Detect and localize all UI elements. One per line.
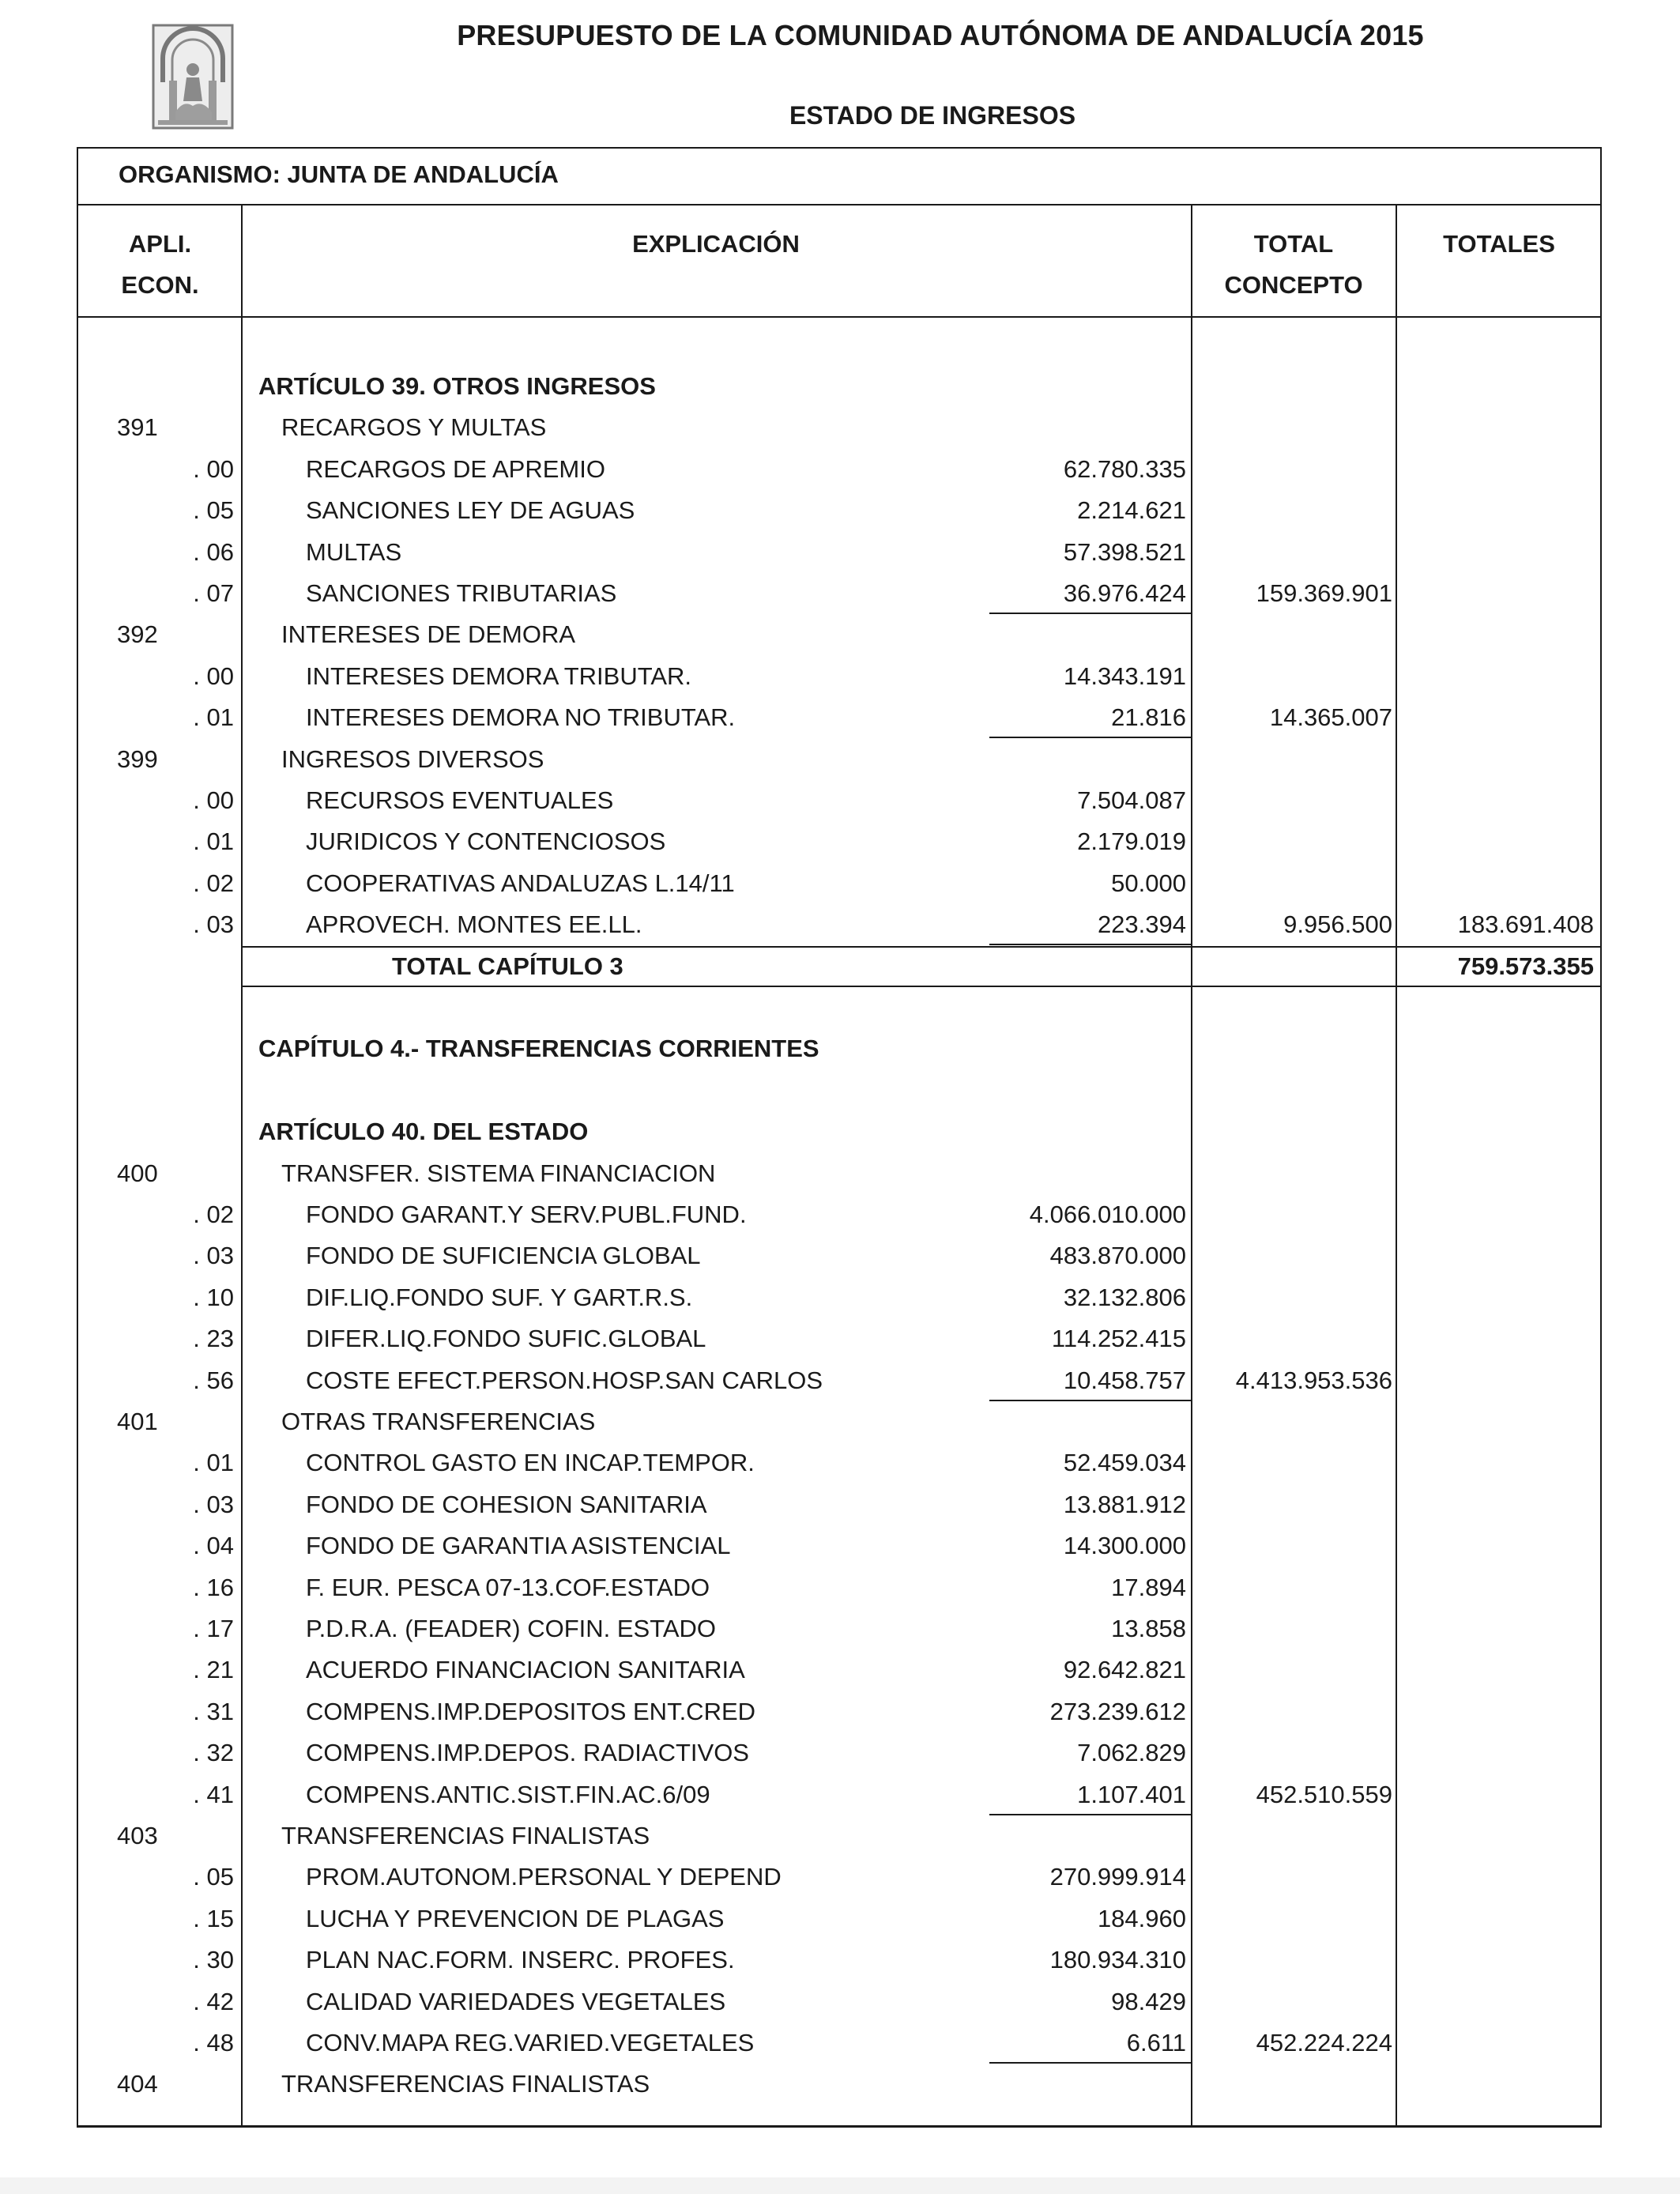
table-row: [0, 697, 1680, 738]
amount-value: 2.179.019: [1077, 827, 1186, 855]
column-header-total-concepto-line1: TOTAL: [1253, 230, 1334, 258]
row-description: INTERESES DEMORA TRIBUTAR.: [306, 662, 692, 690]
amount-value: 14.343.191: [1063, 662, 1186, 690]
subconcept-code: . 05: [193, 1863, 234, 1891]
divider: [77, 316, 1602, 318]
amount-value: 21.816: [1111, 703, 1186, 731]
table-row: [0, 2064, 1680, 2105]
row-description: INGRESOS DIVERSOS: [281, 745, 544, 773]
amount-value: 13.858: [1111, 1615, 1186, 1642]
sum-underline: [989, 944, 1191, 945]
subconcept-code: . 02: [193, 1201, 234, 1228]
subconcept-code: . 03: [193, 1242, 234, 1269]
table-row: [0, 987, 1680, 1028]
row-description: FONDO GARANT.Y SERV.PUBL.FUND.: [306, 1201, 747, 1228]
divider: [77, 2126, 1602, 2128]
table-row: [0, 1442, 1680, 1483]
subconcept-code: . 00: [193, 786, 234, 814]
amount-value: 98.429: [1111, 1988, 1186, 2015]
amount-value: 184.960: [1097, 1905, 1186, 1932]
row-description: P.D.R.A. (FEADER) COFIN. ESTADO: [306, 1615, 717, 1642]
table-row: [0, 1401, 1680, 1442]
table-row: [0, 1774, 1680, 1815]
totales-value: 183.691.408: [1457, 910, 1594, 938]
subconcept-code: . 15: [193, 1905, 234, 1932]
row-description: TOTAL CAPÍTULO 3: [392, 952, 623, 980]
table-row: [0, 1153, 1680, 1194]
row-description: ARTÍCULO 40. DEL ESTADO: [258, 1118, 589, 1145]
total-concepto-value: 452.224.224: [1256, 2029, 1392, 2056]
subconcept-code: . 04: [193, 1532, 234, 1559]
amount-value: 13.881.912: [1063, 1491, 1186, 1518]
row-description: COOPERATIVAS ANDALUZAS L.14/11: [306, 869, 735, 897]
amount-value: 270.999.914: [1049, 1863, 1186, 1891]
page-title: PRESUPUESTO DE LA COMUNIDAD AUTÓNOMA DE ANDALUCÍA 2015: [457, 19, 1424, 51]
subconcept-code: . 03: [193, 910, 234, 938]
row-description: DIFER.LIQ.FONDO SUFIC.GLOBAL: [306, 1325, 706, 1352]
table-row: [0, 739, 1680, 780]
table-row: [0, 1649, 1680, 1691]
table-row: [0, 1981, 1680, 2022]
subconcept-code: . 31: [193, 1698, 234, 1725]
table-row: [0, 366, 1680, 407]
subconcept-code: . 17: [193, 1615, 234, 1642]
row-description: COMPENS.ANTIC.SIST.FIN.AC.6/09: [306, 1781, 710, 1808]
row-description: FONDO DE SUFICIENCIA GLOBAL: [306, 1242, 701, 1269]
row-description: CONV.MAPA REG.VARIED.VEGETALES: [306, 2029, 755, 2056]
row-description: ACUERDO FINANCIACION SANITARIA: [306, 1656, 745, 1683]
table-row: [0, 532, 1680, 573]
amount-value: 180.934.310: [1049, 1946, 1186, 1973]
subconcept-code: . 02: [193, 869, 234, 897]
table-row: [0, 1194, 1680, 1235]
table-row: [0, 2022, 1680, 2064]
column-header-apli-line1: APLI.: [128, 230, 192, 258]
table-row: [0, 407, 1680, 448]
apli-code: 392: [117, 620, 158, 648]
subconcept-code: . 00: [193, 455, 234, 483]
row-description: LUCHA Y PREVENCION DE PLAGAS: [306, 1905, 725, 1932]
amount-value: 50.000: [1111, 869, 1186, 897]
table-row: [0, 1484, 1680, 1525]
table-row: [0, 1360, 1680, 1401]
table-row: [0, 1235, 1680, 1276]
subconcept-code: . 05: [193, 496, 234, 524]
row-description: F. EUR. PESCA 07-13.COF.ESTADO: [306, 1574, 710, 1601]
column-header-apli-line2: ECON.: [121, 271, 199, 299]
table-row: [0, 1898, 1680, 1940]
row-description: CAPÍTULO 4.- TRANSFERENCIAS CORRIENTES: [258, 1035, 819, 1062]
sum-underline: [989, 737, 1191, 738]
row-description: SANCIONES LEY DE AGUAS: [306, 496, 635, 524]
amount-value: 7.062.829: [1077, 1739, 1186, 1766]
column-header-apli: [95, 224, 225, 306]
subconcept-code: . 07: [193, 579, 234, 607]
row-description: COMPENS.IMP.DEPOS. RADIACTIVOS: [306, 1739, 749, 1766]
total-concepto-value: 9.956.500: [1283, 910, 1392, 938]
table-row: [0, 1815, 1680, 1857]
totales-value: 759.573.355: [1457, 952, 1594, 980]
subconcept-code: . 42: [193, 1988, 234, 2015]
apli-code: 400: [117, 1159, 158, 1187]
row-description: INTERESES DE DEMORA: [281, 620, 576, 648]
subconcept-code: . 48: [193, 2029, 234, 2056]
table-row: [0, 1691, 1680, 1732]
column-header-total-concepto: [1192, 224, 1396, 306]
table-row: [0, 1732, 1680, 1774]
subconcept-code: . 23: [193, 1325, 234, 1352]
row-description: TRANSFER. SISTEMA FINANCIACION: [281, 1159, 716, 1187]
row-description: RECARGOS DE APREMIO: [306, 455, 605, 483]
amount-value: 62.780.335: [1063, 455, 1186, 483]
row-description: PROM.AUTONOM.PERSONAL Y DEPEND: [306, 1863, 782, 1891]
column-header-totales: TOTALES: [1443, 230, 1555, 258]
table-row: [0, 1857, 1680, 1898]
total-top-rule: [242, 946, 1600, 948]
table-row: [0, 1028, 1680, 1069]
table-row: [0, 863, 1680, 904]
subconcept-code: . 00: [193, 662, 234, 690]
subconcept-code: . 01: [193, 827, 234, 855]
table-row: [0, 1111, 1680, 1152]
subconcept-code: . 30: [193, 1946, 234, 1973]
row-description: APROVECH. MONTES EE.LL.: [306, 910, 642, 938]
table-row: [0, 1567, 1680, 1608]
amount-value: 4.066.010.000: [1029, 1201, 1186, 1228]
subconcept-code: . 03: [193, 1491, 234, 1518]
amount-value: 14.300.000: [1063, 1532, 1186, 1559]
table-row: [0, 1318, 1680, 1359]
table-row: [0, 1277, 1680, 1318]
row-description: TRANSFERENCIAS FINALISTAS: [281, 2070, 650, 2098]
amount-value: 36.976.424: [1063, 579, 1186, 607]
table-row: [0, 656, 1680, 697]
row-description: SANCIONES TRIBUTARIAS: [306, 579, 617, 607]
subconcept-code: . 41: [193, 1781, 234, 1808]
amount-value: 1.107.401: [1077, 1781, 1186, 1808]
table-row: [0, 946, 1680, 987]
table-row: [0, 1070, 1680, 1111]
apli-code: 401: [117, 1408, 158, 1435]
row-description: JURIDICOS Y CONTENCIOSOS: [306, 827, 666, 855]
total-concepto-value: 159.369.901: [1256, 579, 1392, 607]
amount-value: 7.504.087: [1077, 786, 1186, 814]
amount-value: 223.394: [1097, 910, 1186, 938]
amount-value: 10.458.757: [1063, 1367, 1186, 1394]
amount-value: 32.132.806: [1063, 1284, 1186, 1311]
row-description: DIF.LIQ.FONDO SUF. Y GART.R.S.: [306, 1284, 693, 1311]
row-description: TRANSFERENCIAS FINALISTAS: [281, 1822, 650, 1849]
subconcept-code: . 06: [193, 538, 234, 566]
total-concepto-value: 14.365.007: [1269, 703, 1392, 731]
amount-value: 273.239.612: [1049, 1698, 1186, 1725]
row-description: FONDO DE GARANTIA ASISTENCIAL: [306, 1532, 731, 1559]
table-row: [0, 449, 1680, 490]
column-header-explicacion: EXPLICACIÓN: [632, 230, 800, 258]
apli-code: 403: [117, 1822, 158, 1849]
table-row: [0, 1608, 1680, 1649]
apli-code: 391: [117, 413, 158, 441]
total-concepto-value: 4.413.953.536: [1235, 1367, 1392, 1394]
table-row: [0, 1940, 1680, 1981]
organismo-label: ORGANISMO: JUNTA DE ANDALUCÍA: [119, 160, 559, 188]
table-row: [0, 614, 1680, 655]
page-bottom-margin: [0, 2177, 1680, 2194]
subconcept-code: . 32: [193, 1739, 234, 1766]
subconcept-code: . 56: [193, 1367, 234, 1394]
amount-value: 2.214.621: [1077, 496, 1186, 524]
table-row: [0, 904, 1680, 945]
amount-value: 52.459.034: [1063, 1449, 1186, 1476]
table-row: [0, 573, 1680, 614]
amount-value: 92.642.821: [1063, 1656, 1186, 1683]
row-description: CALIDAD VARIEDADES VEGETALES: [306, 1988, 726, 2015]
subconcept-code: . 01: [193, 1449, 234, 1476]
row-description: PLAN NAC.FORM. INSERC. PROFES.: [306, 1946, 735, 1973]
column-header-total-concepto-line2: CONCEPTO: [1224, 271, 1363, 299]
row-description: RECURSOS EVENTUALES: [306, 786, 614, 814]
row-description: OTRAS TRANSFERENCIAS: [281, 1408, 596, 1435]
subconcept-code: . 16: [193, 1574, 234, 1601]
subconcept-code: . 01: [193, 703, 234, 731]
table-row: [0, 780, 1680, 821]
amount-value: 17.894: [1111, 1574, 1186, 1601]
total-concepto-value: 452.510.559: [1256, 1781, 1392, 1808]
andalucia-coat-of-arms-logo: [152, 24, 234, 130]
row-description: COSTE EFECT.PERSON.HOSP.SAN CARLOS: [306, 1367, 823, 1394]
amount-value: 114.252.415: [1051, 1325, 1186, 1352]
row-description: FONDO DE COHESION SANITARIA: [306, 1491, 707, 1518]
subconcept-code: . 10: [193, 1284, 234, 1311]
row-description: MULTAS: [306, 538, 402, 566]
subconcept-code: . 21: [193, 1656, 234, 1683]
row-description: CONTROL GASTO EN INCAP.TEMPOR.: [306, 1449, 755, 1476]
page-subtitle: ESTADO DE INGRESOS: [789, 101, 1076, 130]
row-description: ARTÍCULO 39. OTROS INGRESOS: [258, 372, 656, 400]
row-description: RECARGOS Y MULTAS: [281, 413, 547, 441]
table-row: [0, 490, 1680, 531]
amount-value: 6.611: [1126, 2029, 1186, 2056]
apli-code: 399: [117, 745, 158, 773]
row-description: COMPENS.IMP.DEPOSITOS ENT.CRED: [306, 1698, 756, 1725]
divider: [77, 204, 1602, 205]
table-row: [0, 821, 1680, 862]
amount-value: 483.870.000: [1049, 1242, 1186, 1269]
apli-code: 404: [117, 2070, 158, 2098]
amount-value: 57.398.521: [1063, 538, 1186, 566]
table-row: [0, 1525, 1680, 1566]
row-description: INTERESES DEMORA NO TRIBUTAR.: [306, 703, 736, 731]
